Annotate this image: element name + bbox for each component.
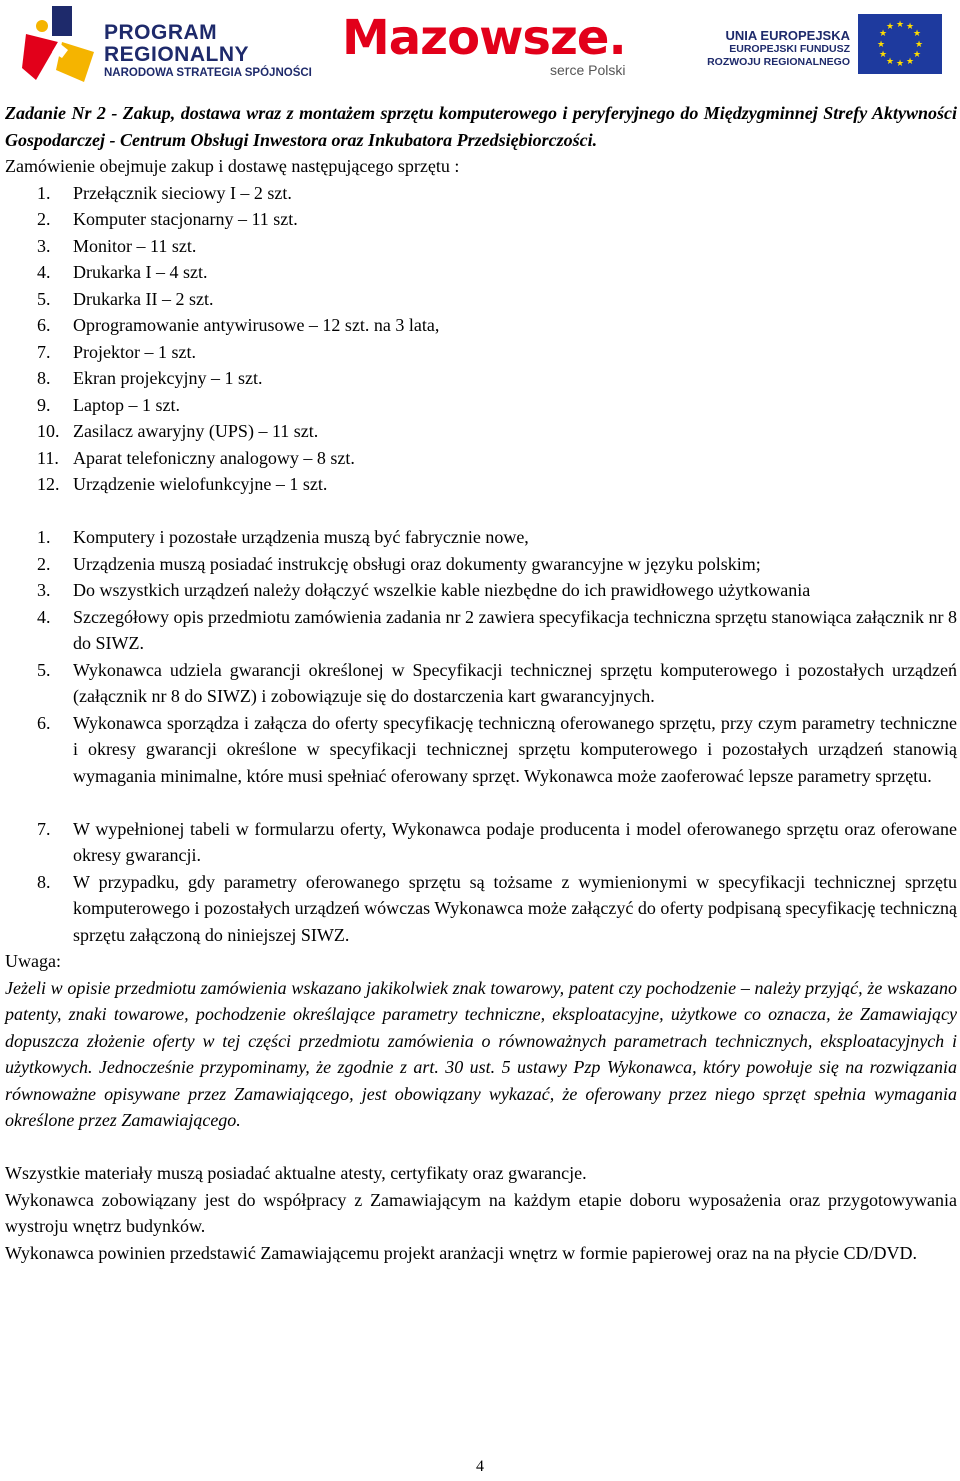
list-item: 3. Monitor – 11 szt.: [37, 235, 197, 256]
list-item: 5. Wykonawca udziela gwarancji określonej w Specyfikacji technicznej sprzętu komputerowego i pozostałych urządzeń (załącznik nr 8 do SIWZ) i zobowiązuje się do dostarczenia kart gwarancyjnych.: [37, 659, 957, 706]
requirements-list: [5, 524, 957, 789]
list-item: 5. Drukarka II – 2 szt.: [37, 288, 214, 309]
requirements-list-continued: [5, 816, 957, 949]
svg-text:★: ★: [878, 29, 888, 39]
closing-paragraph: Wykonawca powinien przedstawić Zamawiającemu projekt aranżacji wnętrz w formie papierowej oraz na na płycie CD/DVD.: [5, 1242, 918, 1263]
eu-label-2: EUROPEJSKI FUNDUSZ: [729, 43, 850, 55]
spacer: [5, 1134, 957, 1161]
list-item: 8. W przypadku, gdy parametry oferowanego sprzętu są tożsame z wymienionymi w specyfikacji technicznej sprzętu komputerowego i pozostałych urządzeń wówczas Wykonawca może załączyć do oferty podpisaną specyfikację techniczną sprzętu załączoną do niniejszej SIWZ.: [37, 871, 957, 945]
list-item: 8. Ekran projekcyjny – 1 szt.: [37, 368, 263, 388]
svg-text:★: ★: [912, 50, 922, 60]
list-item: 3. Do wszystkich urządzeń należy dołączyć wszelkie kable niezbędne do ich prawidłowego użytkowania: [37, 580, 811, 600]
list-item: 4. Szczegółowy opis przedmiotu zamówienia zadania nr 2 zawiera specyfikacja techniczna sprzętu stanowiąca załącznik nr 8 do SIWZ.: [37, 606, 957, 653]
eu-flag-icon: [858, 14, 942, 74]
svg-text:★: ★: [885, 57, 895, 67]
mazowsze-logo: [342, 12, 652, 82]
list-item: 10. Zasilacz awaryjny (UPS) – 11 szt.: [37, 421, 319, 441]
program-label: PROGRAM: [104, 21, 218, 44]
program-regionalny-star-icon: [22, 6, 96, 86]
svg-text:★: ★: [885, 22, 895, 32]
document-body: [5, 100, 957, 1266]
regionalny-label: REGIONALNY: [104, 43, 250, 66]
eu-label-3: ROZWOJU REGIONALNEGO: [707, 56, 850, 68]
task-title: Zadanie Nr 2 - Zakup, dostawa wraz z montażem sprzętu komputerowego i peryferyjnego do Międzygminnej Strefy Aktywności Gospodarczej - Centrum Obsługi Inwestora oraz Inkubatora Przedsiębiorczości.: [5, 103, 957, 150]
list-item: 7. W wypełnionej tabeli w formularzu oferty, Wykonawca podaje producenta i model oferowanego sprzętu oraz oferowane okresy gwarancji.: [37, 818, 957, 865]
list-item: 12. Urządzenie wielofunkcyjne – 1 szt.: [37, 474, 328, 494]
svg-text:★: ★: [905, 57, 915, 67]
svg-text:★: ★: [895, 20, 905, 30]
list-item: 4. Drukarka I – 4 szt.: [37, 262, 208, 282]
mazowsze-tagline: serce Polski: [550, 62, 626, 78]
list-item: 2. Urządzenia muszą posiadać instrukcję obsługi oraz dokumenty gwarancyjne w języku polskim;: [37, 553, 761, 574]
svg-text:★: ★: [905, 22, 915, 32]
list-item: 1. Przełącznik sieciowy I – 2 szt.: [37, 182, 292, 203]
list-item: 7. Projektor – 1 szt.: [37, 341, 196, 362]
eu-logo: [690, 14, 950, 84]
list-item: 2. Komputer stacjonarny – 11 szt.: [37, 209, 298, 229]
svg-text:★: ★: [912, 29, 922, 39]
equipment-list: [5, 180, 957, 498]
eu-label-1: UNIA EUROPEJSKA: [725, 28, 850, 43]
spacer: [5, 498, 957, 525]
list-item: 6. Wykonawca sporządza i załącza do oferty specyfikację techniczną oferowanego sprzętu, przy czym parametry techniczne i okresy gwarancji określone w specyfikacji technicznej sprzętu komputerowego i pozostałych urządzeń stanowią wymagania minimalne, które musi spełniać oferowany sprzęt. Wykonawca może zaoferować lepsze parametry sprzętu.: [37, 712, 957, 786]
program-regionalny-logo: [22, 6, 312, 86]
list-item: 6. Oprogramowanie antywirusowe – 12 szt. na 3 lata,: [37, 315, 440, 335]
spacer: [5, 789, 957, 816]
svg-text:★: ★: [895, 59, 905, 69]
closing-paragraph: Wykonawca zobowiązany jest do współpracy z Zamawiającym na każdym etapie doboru wyposażenia oraz przygotowywania wystroju wnętrz budynków.: [5, 1189, 957, 1236]
list-item: 1. Komputery i pozostałe urządzenia muszą być fabrycznie nowe,: [37, 527, 529, 547]
mazowsze-wordmark: Mazowsze.: [342, 10, 626, 66]
svg-text:★: ★: [878, 50, 888, 60]
list-item: 9. Laptop – 1 szt.: [37, 394, 180, 415]
closing-paragraph: Wszystkie materiały muszą posiadać aktualne atesty, certyfikaty oraz gwarancje.: [5, 1163, 587, 1183]
svg-text:★: ★: [876, 40, 886, 50]
list-item: 11. Aparat telefoniczny analogowy – 8 szt.: [37, 447, 355, 468]
uwaga-text: Jeżeli w opisie przedmiotu zamówienia wskazano jakikolwiek znak towarowy, patent czy pochodzenie – należy przyjąć, że wskazano patenty, znaki towarowe, pochodzenie określające parametry techniczne, eksploatacyjne, użytkowe co oznacza, że Zamawiający dopuszcza złożenie oferty w tej części przedmiotu zamówienia o równoważnych parametrach technicznych, eksploatacyjnych i użytkowych. Jednocześnie przypominamy, że zgodnie z art. 30 ust. 5 ustawy Pzp Wykonawca, który powołuje się na rozwiązania równoważne opisywane przez Zamawiającego, jest obowiązany wykazać, że oferowany przez niego sprzęt spełnia wymagania określone przez Zamawiającego.: [5, 977, 957, 1130]
uwaga-heading: Uwaga:: [5, 951, 61, 971]
page-number: 4: [476, 1458, 484, 1475]
strategia-label: NARODOWA STRATEGIA SPÓJNOŚCI: [104, 67, 312, 79]
svg-text:★: ★: [914, 40, 924, 50]
intro-text: Zamówienie obejmuje zakup i dostawę następującego sprzętu :: [5, 156, 460, 176]
page-header: [0, 0, 960, 90]
